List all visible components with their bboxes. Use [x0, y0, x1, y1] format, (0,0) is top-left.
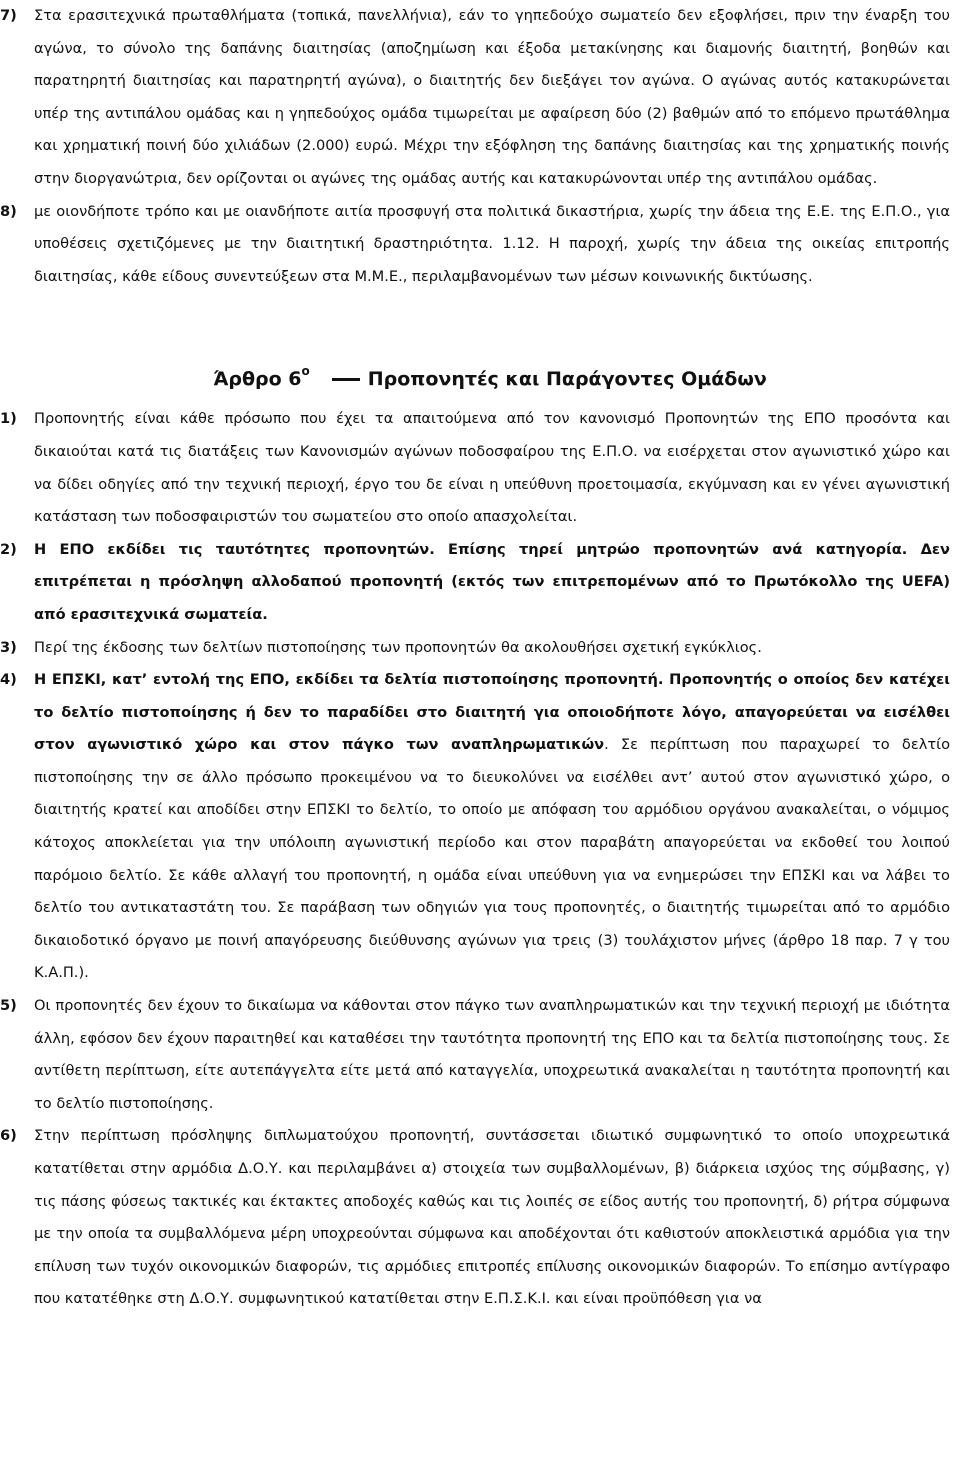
item-text: Οι προπονητές δεν έχουν το δικαίωμα να κάθονται στον πάγκο των αναπληρωματικών και την τεχνική περιοχή με ιδιότητα άλλη, εφόσον δεν έχουν παραιτηθεί και καταθέσει την ταυτότητα προπονητή της ΕΠΟ και τα δελτία πιστοποίησης τους. Σε αντίθετη περίπτωση, είτε αυτεπάγγελτα είτε μετά από καταγγελία, υποχρεωτικά ανακαλείται η ταυτότητα προπονητή και το δελτίο πιστοποίησης. [34, 997, 950, 1112]
paragraph-article-5 [0, 990, 950, 1120]
item-number: 3) [0, 638, 17, 656]
title-dash [332, 378, 360, 381]
paragraph-article-4 [0, 664, 950, 990]
paragraph-item-7 [0, 0, 950, 196]
article-name: Προπονητές και Παράγοντες Ομάδων [367, 368, 767, 391]
paragraph-article-2 [0, 534, 950, 632]
item-number: 8) [0, 202, 17, 220]
item-text: Στα ερασιτεχνικά πρωταθλήματα (τοπικά, πανελλήνια), εάν το γηπεδούχο σωματείο δεν εξοφλήσει, πριν την έναρξη του αγώνα, το σύνολο της δαπάνης διαιτησίας (αποζημίωση και έξοδα μετακίνησης και διαμονής διαιτητή, βοηθών και παρατηρητή διαιτησίας και παρατηρητή αγώνα), ο διαιτητής δεν διεξάγει τον αγώνα. Ο αγώνας αυτός κατακυρώνεται υπέρ της αντιπάλου ομάδας και η γηπεδούχος ομάδα τιμωρείται με αφαίρεση δύο (2) βαθμών από το επόμενο πρωτάθλημα και χρηματική ποινή δύο χιλιάδων (2.000) ευρώ. Μέχρι την εξόφληση της δαπάνης διαιτησίας και της χρηματικής ποινής στην διοργανώτρια, δεν ορίζονται οι αγώνες της ομάδας αυτής και κατακυρώνονται υπέρ της αντιπάλου ομάδας. [34, 7, 950, 187]
item-text: . Σε περίπτωση που παραχωρεί το δελτίο πιστοποίησης την σε άλλο πρόσωπο προκειμένου να το διευκολύνει να εισέλθει αντ’ αυτού στον αγωνιστικό χώρο, ο διαιτητής κρατεί και αποδίδει στην ΕΠΣΚΙ το δελτίο, το οποίο με απόφαση του αρμόδιου οργάνου ανακαλείται, ο νόμιμος κάτοχος αποκλείεται για την υπόλοιπη αγωνιστική περίοδο και στον παραβάτη απαγορεύεται να εκδοθεί του λοιπού παρόμοιο δελτίο. Σε κάθε αλλαγή του προπονητή, η ομάδα είναι υπεύθυνη για να ενημερώσει την ΕΠΣΚΙ και να λάβει το δελτίο του αντικαταστάτη του. Σε παράβαση των οδηγιών για τους προπονητές, ο διαιτητής τιμωρείται από το αρμόδιο δικαιοδοτικό όργανο με ποινή απαγόρευσης διεύθυνσης αγώνων για τρεις (3) τουλάχιστον μήνες (άρθρο 18 παρ. 7 γ του Κ.Α.Π.). [34, 736, 951, 982]
item-text: με οιονδήποτε τρόπο και με οιανδήποτε αιτία προσφυγή στα πολιτικά δικαστήρια, χωρίς την άδεια της Ε.Ε. της Ε.Π.Ο., για υποθέσεις σχετιζόμενες με την διαιτητική δραστηριότητα. 1.12. Η παροχή, χωρίς την άδεια της οικείας επιτροπής διαιτησίας, κάθε είδους συνεντεύξεων στα Μ.Μ.Ε., περιλαμβανομένων των μέσων κοινωνικής δικτύωσης. [34, 202, 950, 285]
item-bold-text: Η ΕΠΣΚΙ, κατ’ εντολή της ΕΠΟ, εκδίδει τα δελτία πιστοποίησης προπονητή. Προπονητής ο οποίος δεν κατέχει το δελτίο πιστοποίησης ή δεν το παραδίδει στο διαιτητή για οποιοδήποτε λόγο, απαγορεύεται να εισέλθει στον αγωνιστικό χώρο και στον πάγκο των αναπληρωματικών [34, 671, 950, 754]
item-text: Στην περίπτωση πρόσληψης διπλωματούχου προπονητή, συντάσσεται ιδιωτικό συμφωνητικό το οποίο υποχρεωτικά κατατίθεται στην αρμόδια Δ.Ο.Υ. και περιλαμβάνει α) στοιχεία των συμβαλλομένων, β) διάρκεια ισχύος της σύμβασης, γ) τις πάσης φύσεως τακτικές και έκτακτες αποδοχές καθώς και τις λοιπές σε είδος αυτής του προπονητή, δ) ρήτρα σύμφωνα με την οποία τα συμβαλλόμενα μέρη υποχρεούνται σύμφωνα και αποδέχονται ότι καθιστούν αποκλειστικά αρμόδια για την επίλυση των τυχόν οικονομικών διαφορών, τις αρμόδιες επιτροπές επίλυσης οικονομικών διαφορών. Το επίσημο αντίγραφο που κατατέθηκε στη Δ.Ο.Υ. συμφωνητικού κατατίθεται στην Ε.Π.Σ.Κ.Ι. και είναι προϋπόθεση για να [34, 1127, 950, 1308]
item-number: 5) [0, 997, 17, 1015]
item-text: Περί της έκδοσης των δελτίων πιστοποίησης των προπονητών θα ακολουθήσει σχετική εγκύκλιος. [34, 638, 762, 656]
item-number: 6) [0, 1127, 17, 1145]
item-number: 7) [0, 7, 17, 24]
item-number: 1) [0, 410, 17, 428]
item-number: 2) [0, 540, 17, 558]
article-heading [0, 351, 950, 391]
paragraph-article-6 [0, 1120, 950, 1316]
paragraph-article-1 [0, 403, 950, 533]
article-title [183, 351, 767, 399]
item-text: Η ΕΠΟ εκδίδει τις ταυτότητες προπονητών. Επίσης τηρεί μητρώο προπονητών ανά κατηγορία. Δεν επιτρέπεται η πρόσληψη αλλοδαπού προπονητή (εκτός των επιτρεπομένων από το Πρωτόκολλο της UEFA) από ερασιτεχνικά σωματεία. [34, 540, 950, 623]
paragraph-item-8 [0, 196, 950, 294]
paragraph-article-3 [0, 632, 950, 665]
item-text: Προπονητής είναι κάθε πρόσωπο που έχει τα απαιτούμενα από τον κανονισμό Προπονητών της ΕΠΟ προσόντα και δικαιούται κατά τις διατάξεις των Κανονισμών αγώνων ποδοσφαίρου της Ε.Π.Ο. να εισέρχεται στον αγωνιστικό χώρο και να δίδει οδηγίες από την τεχνική περιοχή, έργο του δε είναι η υπεύθυνη προετοιμασία, εκγύμναση και εν γένει αγωνιστική κατάσταση των ποδοσφαιριστών του σωματείου στο οποίο απασχολείται. [34, 410, 950, 526]
article-prefix: Άρθρο 6 [213, 368, 302, 391]
item-number: 4) [0, 671, 17, 689]
article-ordinal: ο [301, 364, 310, 379]
